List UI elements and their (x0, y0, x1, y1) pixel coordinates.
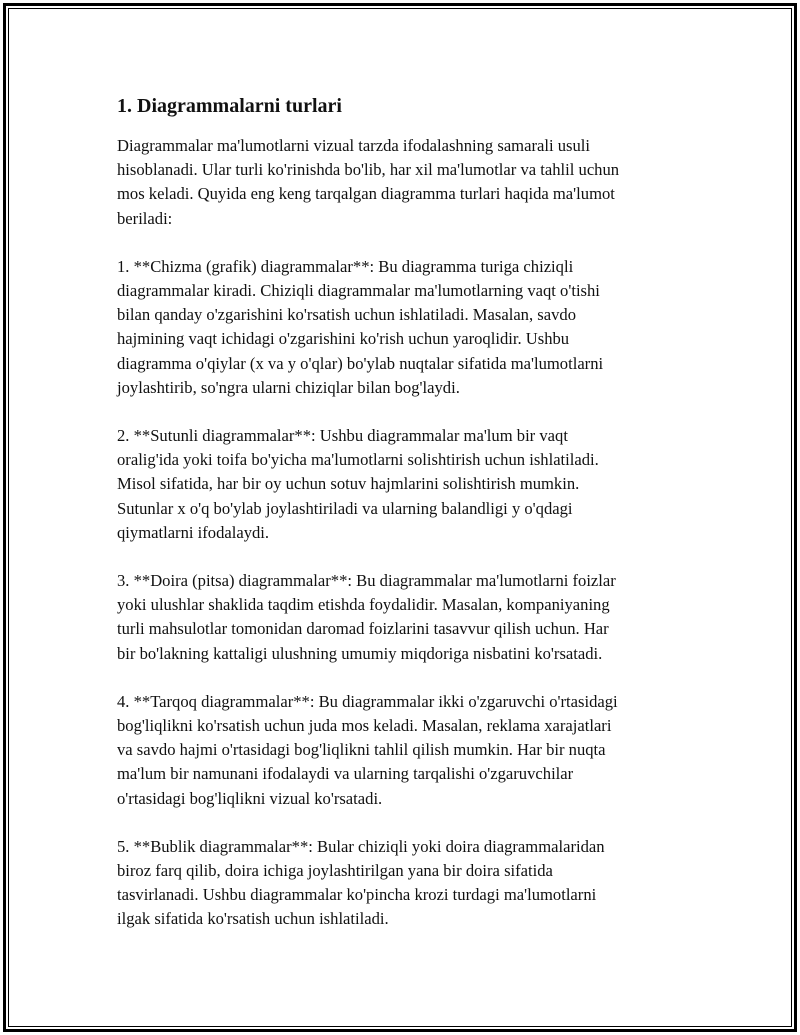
paragraph-line: Sutunlar x o'q bo'ylab joylashtiriladi va ularning balandligi y o'qdagi (117, 498, 573, 518)
paragraph-line: joylashtirib, so'ngra ularni chiziqlar bilan bog'laydi. (117, 377, 460, 397)
paragraph-line: 4. **Tarqoq diagrammalar**: Bu diagrammalar ikki o'zgaruvchi o'rtasidagi (117, 691, 618, 711)
paragraph-line: hajmining vaqt ichidagi o'zgarishini ko'rish uchun yaroqlidir. Ushbu (117, 329, 570, 349)
paragraph (117, 134, 677, 231)
paragraph-line: diagramma o'qiylar (x va y o'qlar) bo'ylab nuqtalar sifatida ma'lumotlarni (117, 353, 604, 373)
paragraph-line: tasvirlanadi. Ushbu diagrammalar ko'pincha krozi turdagi ma'lumotlarni (117, 885, 597, 905)
paragraph-line: qiymatlarni ifodalaydi. (117, 522, 270, 542)
paragraph-line: yoki ulushlar shaklida taqdim etishda foydalidir. Masalan, kompaniyaning (117, 595, 610, 615)
paragraph (117, 835, 677, 932)
paragraph-line: beriladi: (117, 208, 173, 228)
paragraph-line: va savdo hajmi o'rtasidagi bog'liqlikni tahlil qilish mumkin. Har bir nuqta (117, 740, 606, 760)
paragraph-line: hisoblanadi. Ular turli ko'rinishda bo'lib, har xil ma'lumotlar va tahlil uchun (117, 160, 620, 180)
paragraph (117, 690, 677, 811)
paragraph-line: mos keladi. Quyida eng keng tarqalgan diagramma turlari haqida ma'lumot (117, 184, 615, 204)
paragraph (117, 569, 677, 666)
section-heading: 1. Diagrammalarni turlari (117, 95, 342, 117)
paragraph-line: bir bo'lakning kattaligi ulushning umumiy miqdoriga nisbatini ko'rsatadi. (117, 643, 603, 663)
paragraph-line: Misol sifatida, har bir oy uchun sotuv hajmlarini solishtirish mumkin. (117, 474, 580, 494)
paragraph-line: ma'lum bir namunani ifodalaydi va ularning tarqalishi o'zgaruvchilar (117, 764, 574, 784)
paragraph-line: o'rtasidagi bog'liqlikni vizual ko'rsatadi. (117, 788, 383, 808)
paragraph-line: bog'liqlikni ko'rsatish uchun juda mos keladi. Masalan, reklama xarajatlari (117, 716, 612, 736)
paragraph-line: 2. **Sutunli diagrammalar**: Ushbu diagrammalar ma'lum bir vaqt (117, 426, 568, 446)
paragraph-list (117, 134, 677, 932)
paragraph-line: oralig'ida yoki toifa bo'yicha ma'lumotlarni solishtirish uchun ishlatiladi. (117, 450, 599, 470)
document-body (117, 94, 677, 932)
paragraph-line: 5. **Bublik diagrammalar**: Bular chiziqli yoki doira diagrammalaridan (117, 836, 605, 856)
paragraph-line: turli mahsulotlar tomonidan daromad foizlarini tasavvur qilish uchun. Har (117, 619, 609, 639)
paragraph-line: diagrammalar kiradi. Chiziqli diagrammalar ma'lumotlarning vaqt o'tishi (117, 281, 600, 301)
paragraph-line: Diagrammalar ma'lumotlarni vizual tarzda ifodalashning samarali usuli (117, 136, 590, 155)
paragraph-line: biroz farq qilib, doira ichiga joylashtirilgan yana bir doira sifatida (117, 861, 553, 881)
paragraph-line: 3. **Doira (pitsa) diagrammalar**: Bu diagrammalar ma'lumotlarni foizlar (117, 571, 616, 591)
paragraph (117, 255, 677, 400)
paragraph-line: ilgak sifatida ko'rsatish uchun ishlatiladi. (117, 909, 389, 929)
paragraph (117, 424, 677, 545)
paragraph-line: bilan qanday o'zgarishini ko'rsatish uchun ishlatiladi. Masalan, savdo (117, 305, 576, 325)
paragraph-line: 1. **Chizma (grafik) diagrammalar**: Bu diagramma turiga chiziqli (117, 256, 574, 276)
